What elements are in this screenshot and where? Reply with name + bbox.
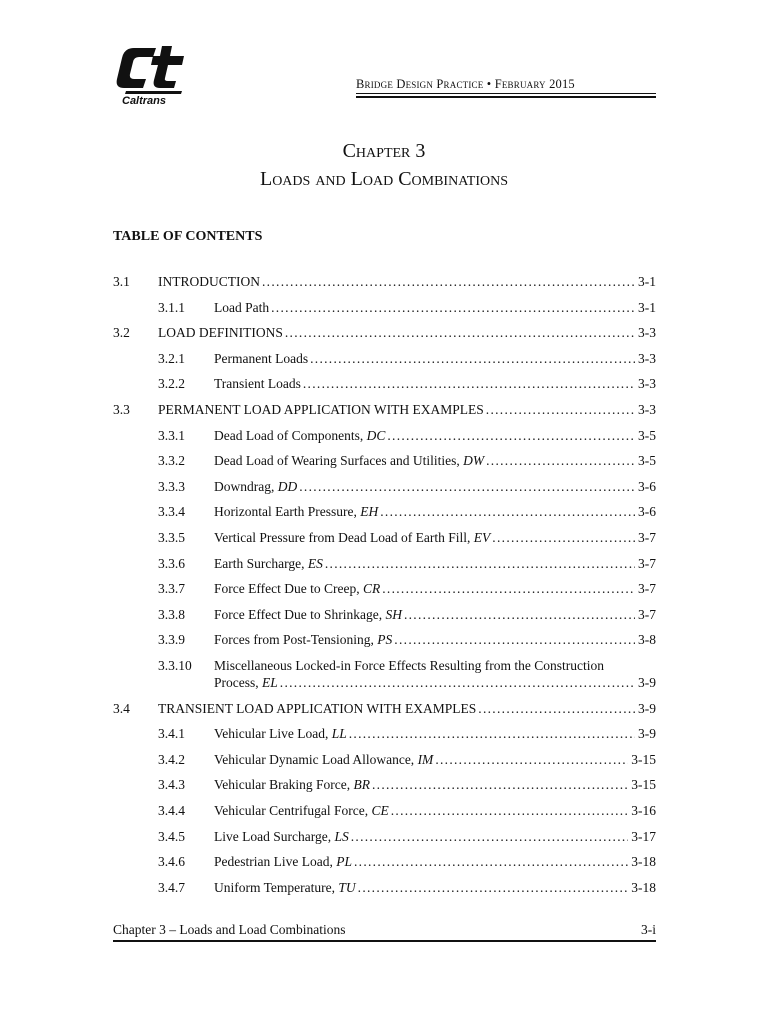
toc-entry-page: 3-8: [638, 632, 656, 648]
toc-subsection-row[interactable]: [0, 503, 768, 520]
toc-entry-label: Pedestrian Live Load, PL: [214, 854, 352, 870]
toc-subsection-row[interactable]: [0, 427, 768, 444]
toc-leader-dots: [404, 606, 635, 623]
toc-leader-dots: [325, 555, 635, 572]
toc-entry-symbol: CE: [371, 803, 389, 818]
toc-entry-page: 3-16: [631, 803, 656, 818]
toc-leader-dots: [391, 802, 629, 819]
toc-entry-page: 3-15: [631, 777, 656, 793]
toc-entry-label: Load Path: [214, 299, 270, 315]
toc-leader-dots: [380, 503, 635, 520]
toc-entry-label: LOAD DEFINITIONS: [158, 325, 283, 341]
toc-entry-label: Uniform Temperature, TU: [214, 879, 356, 895]
toc-entry-page: 3-1: [638, 274, 656, 289]
toc-subsection-row[interactable]: [0, 776, 768, 793]
toc-entry-symbol: TU: [338, 879, 356, 895]
toc-entry-page: 3-18: [631, 854, 656, 870]
toc-entry-number: 3.3.1: [158, 427, 185, 443]
toc-section-row[interactable]: [0, 273, 768, 290]
toc-entry-number: 3.3.6: [158, 555, 185, 571]
toc-entry-number: 3.1.1: [158, 299, 185, 315]
toc-entry-page: 3-7: [638, 606, 656, 622]
toc-entry-label: Live Load Surcharge, LS: [214, 828, 349, 844]
toc-entry-page: 3-5: [638, 427, 656, 443]
toc-leader-dots: [280, 674, 635, 691]
toc-subsection-row[interactable]: [0, 631, 768, 648]
toc-entry-label: Vehicular Centrifugal Force, CE: [214, 803, 389, 818]
toc-entry-number: 3.4: [113, 700, 130, 716]
toc-leader-dots: [349, 725, 635, 742]
toc-entry-page: 3-3: [638, 376, 656, 392]
running-header-title: Bridge Design Practice • February 2015: [356, 77, 575, 91]
toc-entry-label: Horizontal Earth Pressure, EH: [214, 504, 379, 520]
toc-entry-label: Permanent Loads: [214, 350, 309, 366]
toc-entry-page: 3-18: [631, 879, 656, 895]
toc-entry-symbol: PS: [377, 632, 393, 648]
toc-subsection-row[interactable]: [0, 299, 768, 316]
toc-entry-label: Earth Surcharge, ES: [214, 555, 323, 571]
toc-entry-number: 3.3.7: [158, 581, 185, 597]
footer-rule: [113, 940, 656, 942]
toc-subsection-row[interactable]: [0, 657, 768, 691]
toc-entry-number: 3.1: [113, 274, 130, 289]
toc-subsection-row[interactable]: [0, 452, 768, 469]
footer-chapter-title: Chapter 3 – Loads and Load Combinations: [113, 922, 346, 937]
toc-entry-page: 3-7: [638, 530, 656, 545]
toc-entry-label: Dead Load of Components, DC: [214, 427, 386, 443]
toc-entry-label: Vertical Pressure from Dead Load of Earth Fill, EV: [214, 530, 491, 545]
toc-entry-page: 3-9: [638, 675, 656, 690]
toc-leader-dots: [382, 580, 635, 597]
toc-entry-label: TRANSIENT LOAD APPLICATION WITH EXAMPLES: [158, 700, 477, 716]
toc-entry-page: 3-3: [638, 325, 656, 341]
toc-subsection-row[interactable]: [0, 879, 768, 896]
toc-heading: TABLE OF CONTENTS: [113, 229, 263, 244]
chapter-title: Loads and Load Combinations: [259, 168, 508, 190]
toc-subsection-row[interactable]: [0, 478, 768, 495]
toc-leader-dots: [303, 375, 635, 392]
toc-entry-symbol: EL: [262, 675, 278, 690]
toc-subsection-row[interactable]: [0, 529, 768, 546]
toc-leader-dots: [486, 401, 635, 418]
toc-entry-number: 3.2.1: [158, 350, 185, 366]
toc-entry-symbol: IM: [417, 751, 434, 767]
toc-entry-page: 3-3: [638, 350, 656, 366]
toc-entry-number: 3.3.4: [158, 504, 185, 520]
toc-entry-page: 3-3: [638, 402, 656, 417]
toc-entry-label-line1: Miscellaneous Locked-in Force Effects Resulting from the Construction: [214, 658, 605, 673]
toc-entry-number: 3.4.3: [158, 777, 185, 793]
toc-subsection-row[interactable]: [0, 580, 768, 597]
toc-leader-dots: [435, 751, 628, 768]
toc-entry-number: 3.3.9: [158, 632, 185, 648]
toc-leader-dots: [372, 776, 628, 793]
toc-entry-label: Dead Load of Wearing Surfaces and Utilities, DW: [214, 453, 485, 469]
toc-entry-symbol: SH: [385, 606, 402, 622]
toc-entry-page: 3-7: [638, 555, 656, 571]
toc-entry-label: PERMANENT LOAD APPLICATION WITH EXAMPLES: [158, 402, 484, 417]
toc-leader-dots: [394, 631, 635, 648]
toc-entry-number: 3.4.2: [158, 751, 185, 767]
toc-entry-page: 3-15: [631, 751, 656, 767]
toc-entry-number: 3.3.2: [158, 453, 185, 469]
toc-entry-number: 3.2.2: [158, 376, 185, 392]
toc-entry-page: 3-9: [638, 726, 656, 742]
toc-leader-dots: [387, 427, 635, 444]
toc-entry-number: 3.3.5: [158, 530, 185, 545]
toc-entry-page: 3-6: [638, 504, 656, 520]
toc-entry-number: 3.3.10: [158, 658, 192, 673]
toc-leader-dots: [271, 299, 635, 316]
toc-entry-label: INTRODUCTION: [158, 274, 260, 289]
toc-entry-label: Vehicular Braking Force, BR: [214, 777, 370, 793]
toc-entry-label: Transient Loads: [214, 376, 301, 392]
toc-entry-label: Force Effect Due to Shrinkage, SH: [214, 606, 402, 622]
toc-entry-symbol: LS: [334, 828, 349, 844]
toc-entry-symbol: DW: [463, 453, 485, 469]
toc-entry-label: Force Effect Due to Creep, CR: [214, 581, 381, 597]
toc-entry-label: Forces from Post-Tensioning, PS: [214, 632, 393, 648]
toc-entry-label: Process, EL: [214, 675, 278, 690]
toc-entry-page: 3-6: [638, 478, 656, 494]
toc-leader-dots: [492, 529, 635, 546]
toc-subsection-row[interactable]: [0, 555, 768, 572]
toc-entry-number: 3.4.1: [158, 726, 185, 742]
toc-entry-symbol: LL: [331, 726, 347, 742]
toc-subsection-row[interactable]: [0, 725, 768, 742]
toc-section-row[interactable]: [0, 324, 768, 341]
footer-page-number: 3-i: [641, 922, 656, 937]
toc-entry-symbol: EV: [473, 530, 491, 545]
toc-entry-label: Downdrag, DD: [214, 478, 298, 494]
toc-entry-number: 3.3.8: [158, 606, 185, 622]
toc-entry-symbol: CR: [362, 581, 381, 597]
toc-leader-dots: [478, 700, 635, 717]
toc-entry-symbol: EH: [360, 504, 379, 520]
toc-entry-page: 3-7: [638, 581, 656, 597]
toc-subsection-row[interactable]: [0, 606, 768, 623]
chapter-number: Chapter 3: [342, 140, 426, 162]
toc-entry-symbol: PL: [336, 854, 352, 870]
toc-entry-label: Vehicular Live Load, LL: [214, 726, 347, 742]
toc-entry-number: 3.4.5: [158, 828, 185, 844]
toc-entry-symbol: DC: [366, 427, 386, 443]
toc-entry-number: 3.4.6: [158, 854, 185, 870]
toc-leader-dots: [299, 478, 635, 495]
toc-entry-symbol: ES: [307, 555, 323, 571]
toc-entry-number: 3.4.7: [158, 879, 185, 895]
svg-text:Caltrans: Caltrans: [122, 95, 167, 107]
toc-leader-dots: [354, 853, 628, 870]
toc-leader-dots: [262, 273, 635, 290]
toc-subsection-row[interactable]: [0, 828, 768, 845]
toc-subsection-row[interactable]: [0, 350, 768, 367]
toc-subsection-row[interactable]: [0, 853, 768, 870]
toc-entry-number: 3.4.4: [158, 803, 185, 818]
toc-entry-page: 3-5: [638, 453, 656, 469]
toc-entry-number: 3.2: [113, 325, 130, 341]
toc-subsection-row[interactable]: [0, 751, 768, 768]
toc-entry-number: 3.3: [113, 402, 130, 417]
toc-subsection-row[interactable]: [0, 375, 768, 392]
toc-subsection-row[interactable]: [0, 802, 768, 819]
toc-entry-symbol: DD: [277, 478, 298, 494]
toc-leader-dots: [285, 324, 635, 341]
toc-section-row[interactable]: [0, 401, 768, 418]
toc-leader-dots: [351, 828, 629, 845]
toc-leader-dots: [358, 879, 629, 896]
toc-entry-page: 3-9: [638, 700, 656, 716]
toc-entry-number: 3.3.3: [158, 478, 185, 494]
toc-leader-dots: [486, 452, 635, 469]
toc-entry-page: 3-17: [631, 828, 656, 844]
toc-entry-label: Vehicular Dynamic Load Allowance, IM: [214, 751, 434, 767]
toc-entry-symbol: BR: [353, 777, 370, 793]
toc-section-row[interactable]: [0, 700, 768, 717]
toc-entry-page: 3-1: [638, 299, 656, 315]
toc-leader-dots: [310, 350, 635, 367]
